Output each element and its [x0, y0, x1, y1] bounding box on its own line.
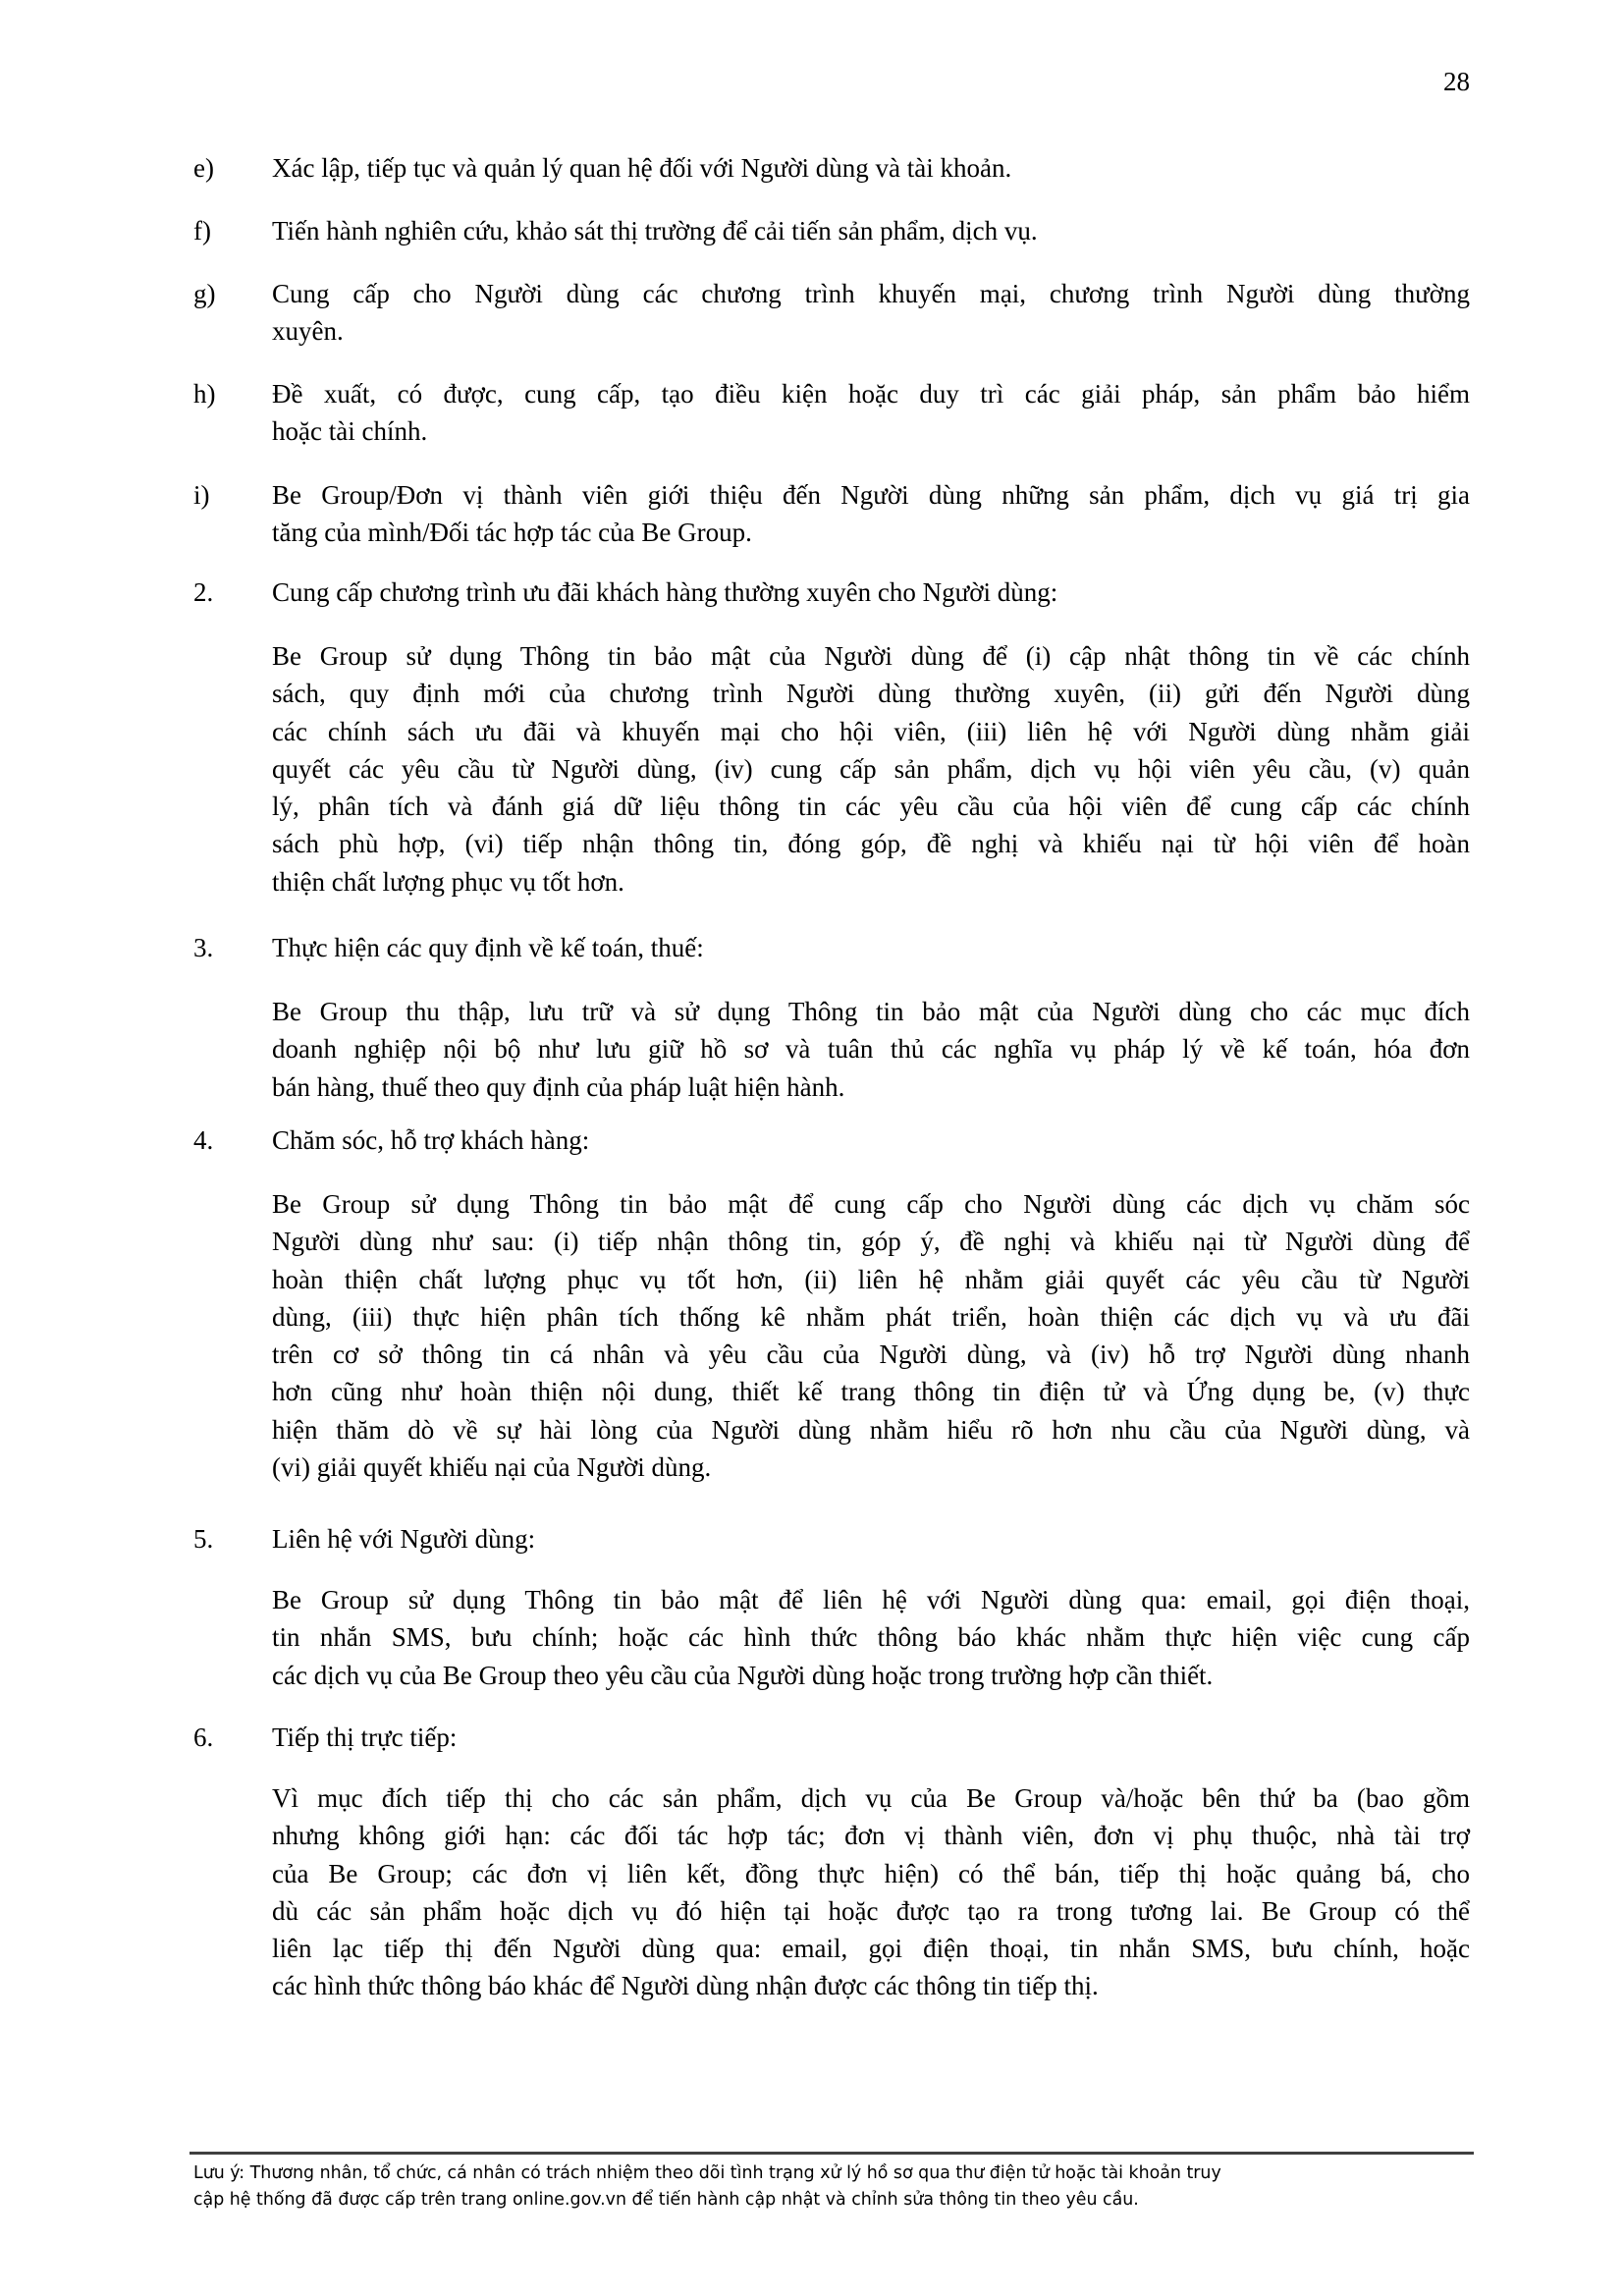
paragraph-line: sách, quy định mới của chương trình Người dùng thường xuyên, (ii) gửi đến Người dùng: [272, 679, 1470, 709]
section-4-paragraph: [272, 1185, 1470, 1486]
paragraph-line: doanh nghiệp nội bộ như lưu giữ hồ sơ và tuân thủ các nghĩa vụ pháp lý về kế toán, hóa đơn: [272, 1034, 1470, 1065]
paragraph-line: Be Group thu thập, lưu trữ và sử dụng Thông tin bảo mật của Người dùng cho các mục đích: [272, 997, 1470, 1026]
paragraph-line: lý, phân tích và đánh giá dữ liệu thông tin các yêu cầu của hội viên để cung cấp các chính: [272, 792, 1470, 822]
section-3-paragraph: [272, 993, 1470, 1106]
list-item-text: Xác lập, tiếp tục và quản lý quan hệ đối với Người dùng và tài khoản.: [272, 153, 1012, 183]
section-number: 5.: [193, 1524, 214, 1554]
paragraph-line: Be Group sử dụng Thông tin bảo mật để cung cấp cho Người dùng các dịch vụ chăm sóc: [272, 1189, 1470, 1219]
paragraph-line: thiện chất lượng phục vụ tốt hơn.: [272, 866, 624, 897]
section-number: 6.: [193, 1722, 214, 1752]
list-item-label: g): [193, 279, 216, 308]
paragraph-line: hiện thăm dò về sự hài lòng của Người dùng nhằm hiểu rõ hơn nhu cầu của Người dùng, và: [272, 1414, 1470, 1445]
section-6-paragraph: [272, 1779, 1470, 2005]
page-number: 28: [1443, 67, 1470, 96]
paragraph-line: các dịch vụ của Be Group theo yêu cầu của Người dùng hoặc trong trường hợp cần thiết.: [272, 1660, 1214, 1690]
footer-note-line: Lưu ý: Thương nhân, tổ chức, cá nhân có trách nhiệm theo dõi tình trạng xử lý hồ sơ qua thư điện tử hoặc tài khoản truy: [193, 2163, 1221, 2183]
paragraph-line: tin nhắn SMS, bưu chính; hoặc các hình thức thông báo khác nhằm thực hiện việc cung cấp: [272, 1622, 1470, 1653]
list-item-text: hoặc tài chính.: [272, 416, 428, 447]
section-heading: Chăm sóc, hỗ trợ khách hàng:: [272, 1125, 590, 1155]
paragraph-line: Người dùng như sau: (i) tiếp nhận thông tin, góp ý, đề nghị và khiếu nại từ Người dùng để: [272, 1227, 1470, 1257]
paragraph-line: liên lạc tiếp thị đến Người dùng qua: email, gọi điện thoại, tin nhắn SMS, bưu chính, hoặc: [272, 1934, 1470, 1964]
section-number: 3.: [193, 933, 214, 962]
paragraph-line: Vì mục đích tiếp thị cho các sản phẩm, dịch vụ của Be Group và/hoặc bên thứ ba (bao gồm: [272, 1783, 1470, 1813]
section-2-paragraph: [272, 637, 1470, 901]
section-5-paragraph: [272, 1581, 1470, 1694]
paragraph-line: Be Group sử dụng Thông tin bảo mật để liên hệ với Người dùng qua: email, gọi điện thoại,: [272, 1585, 1470, 1614]
list-item-text: Be Group/Đơn vị thành viên giới thiệu đến Người dùng những sản phẩm, dịch vụ giá trị gia: [272, 480, 1470, 510]
footer-note-line: cập hệ thống đã được cấp trên trang online.gov.vn để tiến hành cập nhật và chỉnh sửa thông tin theo yêu cầu.: [193, 2190, 1139, 2210]
list-item-label: h): [193, 379, 216, 409]
list-item-label: f): [193, 216, 211, 246]
paragraph-line: sách phù hợp, (vi) tiếp nhận thông tin, đóng góp, đề nghị và khiếu nại từ hội viên để hoàn: [272, 829, 1470, 859]
list-item-text: Tiến hành nghiên cứu, khảo sát thị trường để cải tiến sản phẩm, dịch vụ.: [272, 216, 1038, 246]
paragraph-line: Be Group sử dụng Thông tin bảo mật của Người dùng để (i) cập nhật thông tin về các chính: [272, 641, 1470, 671]
paragraph-line: dù các sản phẩm hoặc dịch vụ đó hiện tại hoặc được tạo ra trong tương lai. Be Group có thể: [272, 1895, 1470, 1926]
paragraph-line: hoàn thiện chất lượng phục vụ tốt hơn, (ii) liên hệ nhằm giải quyết các yêu cầu từ Người: [272, 1264, 1470, 1294]
list-item-label: e): [193, 153, 214, 183]
paragraph-line: của Be Group; các đơn vị liên kết, đồng thực hiện) có thể bán, tiếp thị hoặc quảng bá, cho: [272, 1858, 1470, 1888]
paragraph-line: nhưng không giới hạn: các đối tác hợp tác; đơn vị thành viên, đơn vị phụ thuộc, nhà tài trợ: [272, 1821, 1470, 1851]
paragraph-line: trên cơ sở thông tin cá nhân và yêu cầu của Người dùng, và (iv) hỗ trợ Người dùng nhanh: [272, 1339, 1470, 1370]
paragraph-line: các chính sách ưu đãi và khuyến mại cho hội viên, (iii) liên hệ với Người dùng nhằm giải: [272, 716, 1470, 746]
section-heading: Liên hệ với Người dùng:: [272, 1524, 536, 1554]
paragraph-line: (vi) giải quyết khiếu nại của Người dùng.: [272, 1452, 712, 1483]
section-number: 4.: [193, 1125, 214, 1155]
section-heading: Cung cấp chương trình ưu đãi khách hàng thường xuyên cho Người dùng:: [272, 577, 1058, 607]
paragraph-line: dùng, (iii) thực hiện phân tích thống kê nhằm phát triển, hoàn thiện các dịch vụ và ưu đãi: [272, 1301, 1470, 1332]
section-heading: Tiếp thị trực tiếp:: [272, 1722, 458, 1752]
paragraph-line: bán hàng, thuế theo quy định của pháp luật hiện hành.: [272, 1071, 845, 1102]
list-item-text: tăng của mình/Đối tác hợp tác của Be Group.: [272, 518, 752, 548]
list-item-label: i): [193, 480, 210, 510]
list-item-text: xuyên.: [272, 316, 344, 347]
list-item-text: Đề xuất, có được, cung cấp, tạo điều kiện hoặc duy trì các giải pháp, sản phẩm bảo hiểm: [272, 379, 1470, 409]
footer-divider: [189, 2152, 1474, 2155]
footer-note: [193, 2160, 1470, 2214]
list-item-text: Cung cấp cho Người dùng các chương trình khuyến mại, chương trình Người dùng thường: [272, 279, 1470, 308]
section-number: 2.: [193, 577, 214, 607]
section-heading: Thực hiện các quy định về kế toán, thuế:: [272, 933, 704, 962]
paragraph-line: hơn cũng như hoàn thiện nội dung, thiết kế trang thông tin điện tử và Ứng dụng be, (v) thực: [272, 1377, 1470, 1407]
paragraph-line: các hình thức thông báo khác để Người dùng nhận được các thông tin tiếp thị.: [272, 1971, 1099, 2001]
paragraph-line: quyết các yêu cầu từ Người dùng, (iv) cung cấp sản phẩm, dịch vụ hội viên yêu cầu, (v) quản: [272, 753, 1470, 784]
